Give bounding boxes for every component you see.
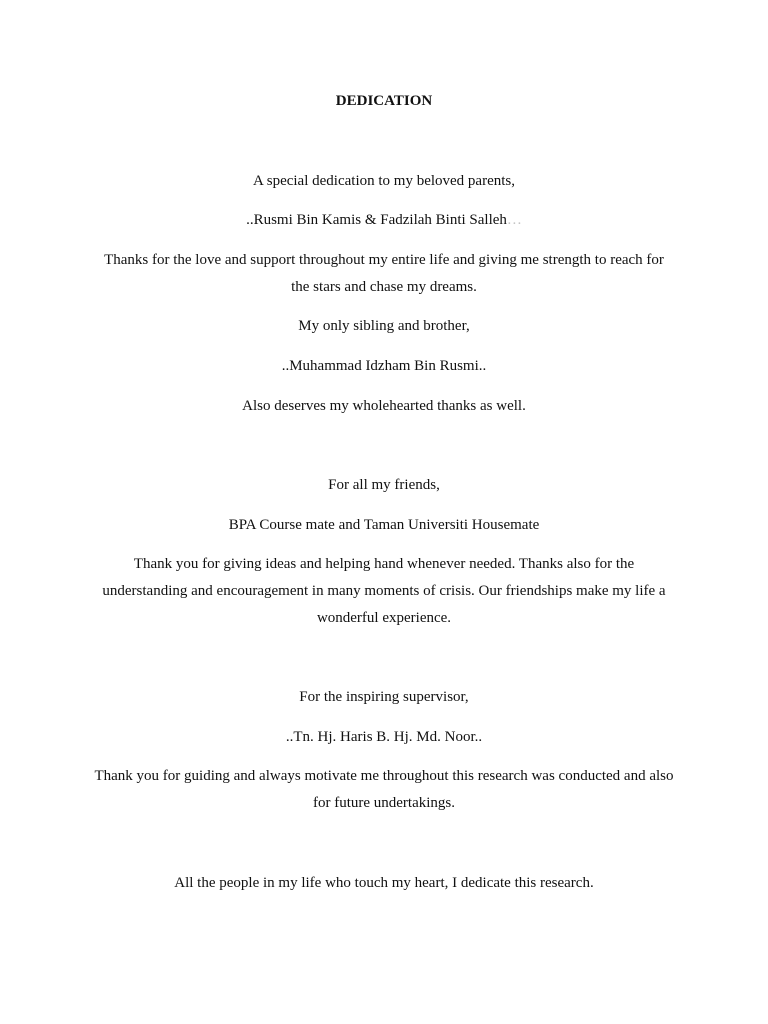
closing-line: All the people in my life who touch my heart, I dedicate this research. — [174, 875, 594, 891]
supervisor-intro: For the inspiring supervisor, — [299, 689, 469, 705]
parents-thanks-line-2: the stars and chase my dreams. — [291, 279, 477, 295]
friends-group: BPA Course mate and Taman Universiti Housemate — [228, 517, 540, 533]
parents-names-trailing: … — [506, 212, 522, 228]
friends-intro: For all my friends, — [328, 477, 440, 493]
sibling-name: ..Muhammad Idzham Bin Rusmi.. — [281, 358, 487, 374]
supervisor-thanks-line-1: Thank you for guiding and always motivate me throughout this research was conducted and also — [94, 768, 674, 784]
sibling-intro: My only sibling and brother, — [298, 318, 470, 334]
parents-names: ..Rusmi Bin Kamis & Fadzilah Binti Salleh — [246, 212, 507, 228]
supervisor-name: ..Tn. Hj. Haris B. Hj. Md. Noor.. — [285, 729, 483, 745]
parents-thanks-line-1: Thanks for the love and support throughout my entire life and giving me strength to reach for — [104, 252, 664, 268]
page-title: DEDICATION — [335, 93, 433, 109]
friends-thanks-line-1: Thank you for giving ideas and helping hand whenever needed. Thanks also for the — [133, 556, 635, 572]
parents-intro: A special dedication to my beloved parents, — [252, 173, 515, 189]
supervisor-thanks-line-2: for future undertakings. — [312, 795, 456, 811]
parents-names-line — [80, 212, 688, 229]
friends-thanks-line-2: understanding and encouragement in many moments of crisis. Our friendships make my life a — [102, 583, 666, 599]
sibling-thanks: Also deserves my wholehearted thanks as well. — [242, 398, 526, 414]
friends-thanks-line-3: wonderful experience. — [316, 610, 452, 626]
